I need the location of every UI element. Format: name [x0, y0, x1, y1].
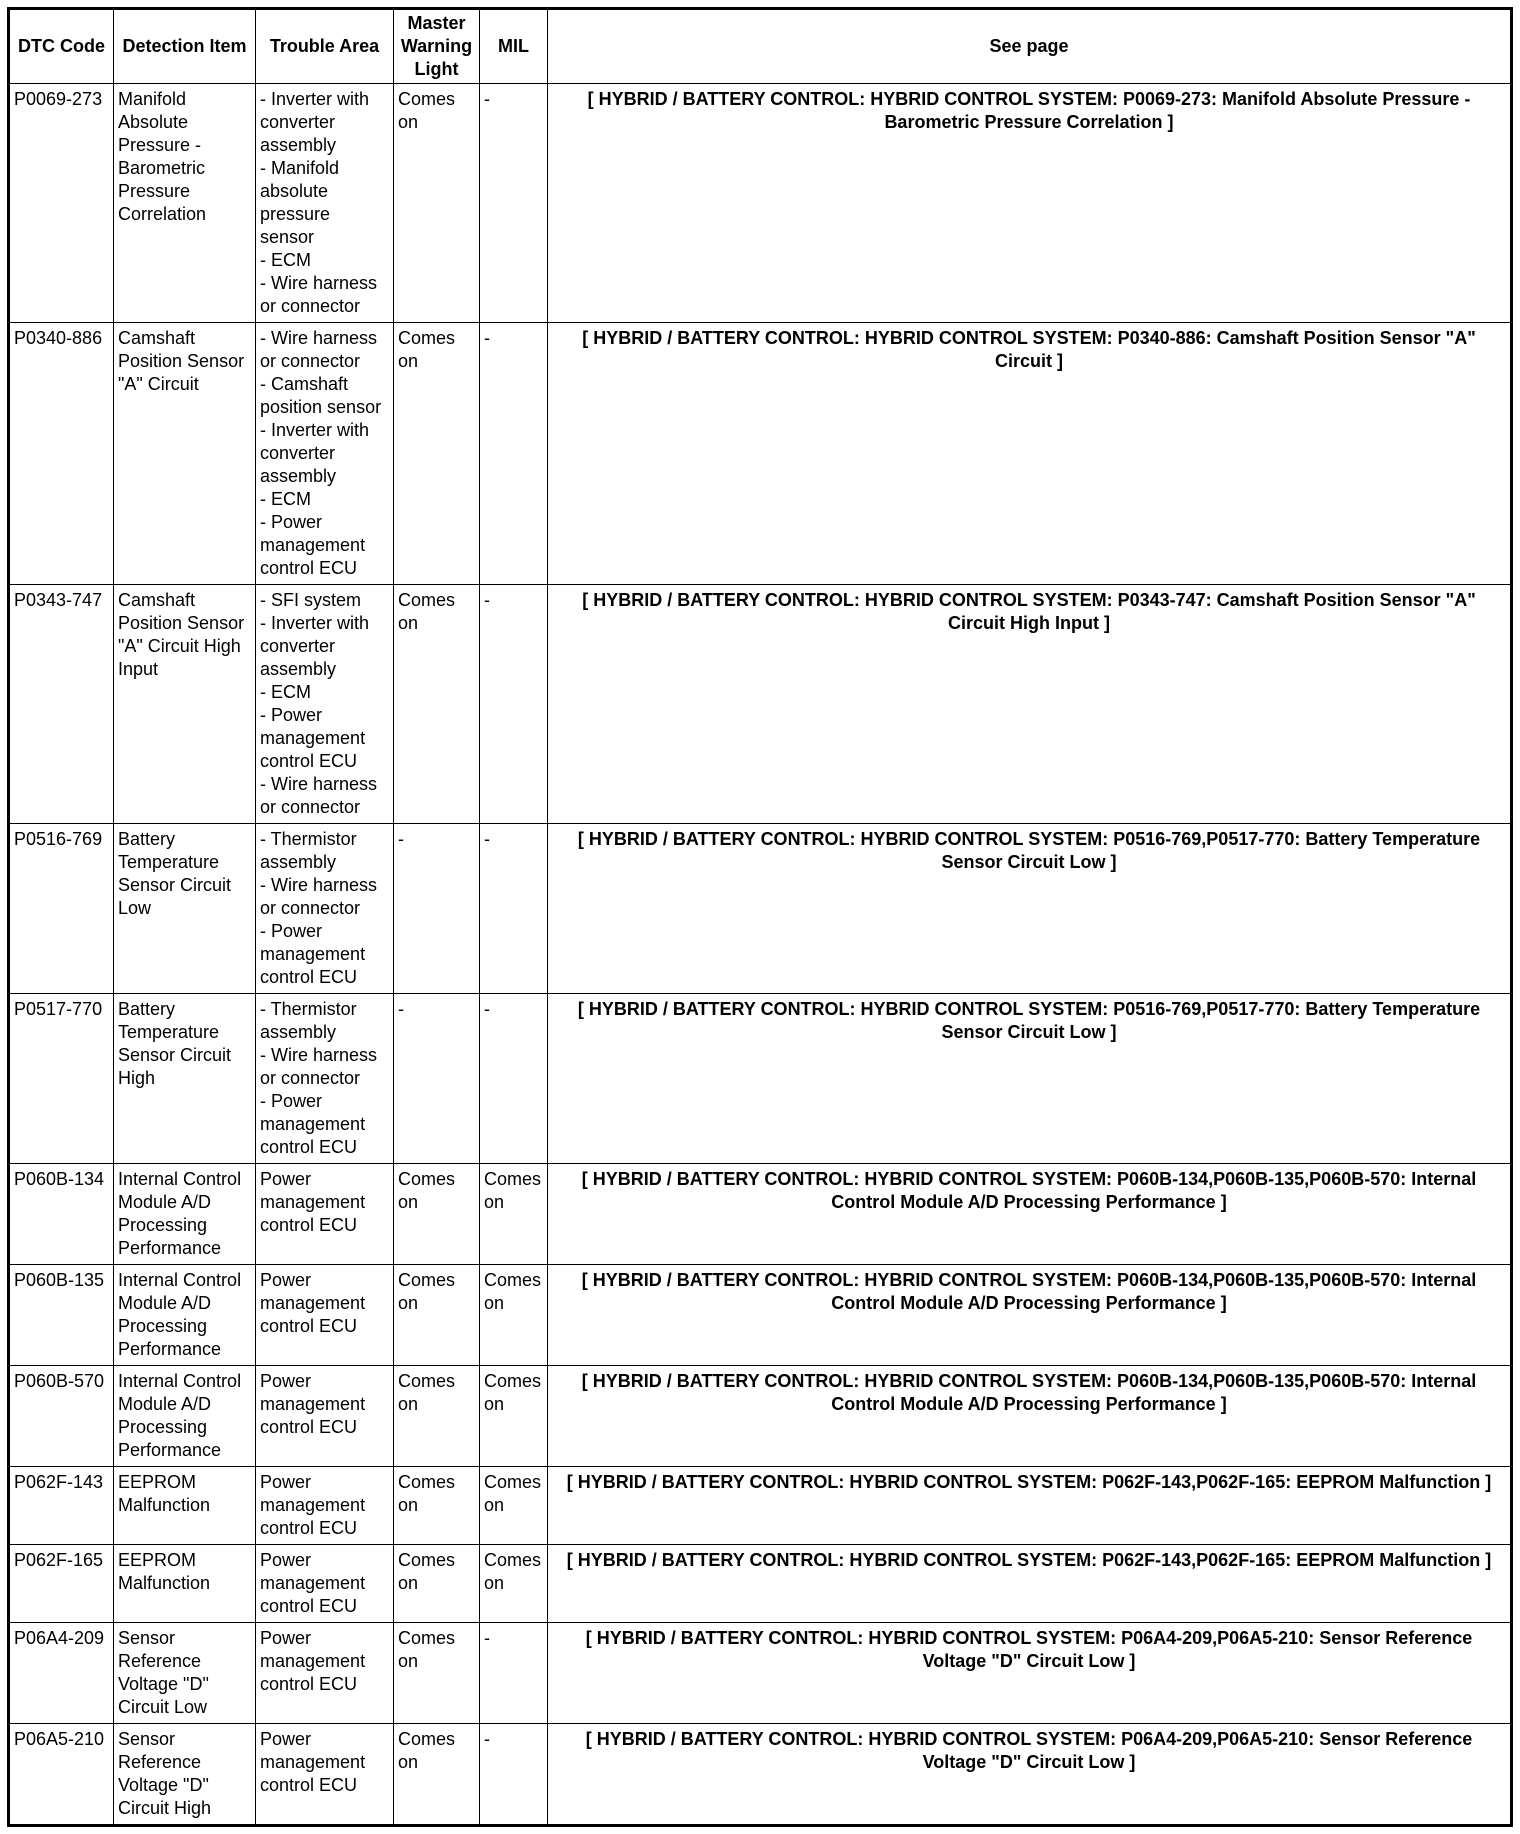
see-page-link[interactable]: [ HYBRID / BATTERY CONTROL: HYBRID CONTROL SYSTEM: P060B-134,P060B-135,P060B-570: Internal Control Module A/D Processing Performance ] [548, 1366, 1512, 1467]
trouble-area-cell [256, 1623, 394, 1724]
header-detection-item: Detection Item [114, 9, 256, 84]
table-row [9, 323, 1512, 585]
mil-cell: - [480, 323, 548, 585]
trouble-area-entry: - ECM [260, 489, 311, 509]
header-mil: MIL [480, 9, 548, 84]
trouble-area-entry: - Inverter with converter assembly [260, 420, 370, 486]
see-page-link[interactable]: [ HYBRID / BATTERY CONTROL: HYBRID CONTROL SYSTEM: P0340-886: Camshaft Position Sensor "A" Circuit ] [548, 323, 1512, 585]
detection-item-cell: EEPROM Malfunction [114, 1467, 256, 1545]
trouble-area-entry: - Thermistor assembly [260, 829, 357, 872]
mil-cell: - [480, 84, 548, 323]
table-header [9, 9, 1512, 84]
trouble-area-cell [256, 1164, 394, 1265]
trouble-area-cell [256, 824, 394, 994]
table-row [9, 1467, 1512, 1545]
dtc-code-cell: P0516-769 [9, 824, 114, 994]
mil-cell: Comes on [480, 1467, 548, 1545]
dtc-code-cell: P0340-886 [9, 323, 114, 585]
trouble-area-entry: - ECM [260, 250, 311, 270]
see-page-link[interactable]: [ HYBRID / BATTERY CONTROL: HYBRID CONTROL SYSTEM: P0343-747: Camshaft Position Sensor "A" Circuit High Input ] [548, 585, 1512, 824]
master-warning-light-cell: Comes on [394, 1623, 480, 1724]
mil-cell: - [480, 1623, 548, 1724]
trouble-area-cell [256, 1366, 394, 1467]
master-warning-light-cell: Comes on [394, 1545, 480, 1623]
table-row [9, 1265, 1512, 1366]
trouble-area-cell [256, 1724, 394, 1826]
see-page-link[interactable]: [ HYBRID / BATTERY CONTROL: HYBRID CONTROL SYSTEM: P0516-769,P0517-770: Battery Temperature Sensor Circuit Low ] [548, 994, 1512, 1164]
mil-cell: Comes on [480, 1164, 548, 1265]
detection-item-cell: Internal Control Module A/D Processing Performance [114, 1164, 256, 1265]
master-warning-light-cell: - [394, 824, 480, 994]
dtc-code-cell: P06A5-210 [9, 1724, 114, 1826]
trouble-area-entry: Power management control ECU [260, 1371, 366, 1437]
trouble-area-cell [256, 1265, 394, 1366]
master-warning-light-cell: Comes on [394, 1724, 480, 1826]
see-page-link[interactable]: [ HYBRID / BATTERY CONTROL: HYBRID CONTROL SYSTEM: P06A4-209,P06A5-210: Sensor Reference Voltage "D" Circuit Low ] [548, 1724, 1512, 1826]
table-row [9, 994, 1512, 1164]
table-row [9, 1366, 1512, 1467]
trouble-area-cell [256, 84, 394, 323]
dtc-code-cell: P060B-134 [9, 1164, 114, 1265]
detection-item-cell: Sensor Reference Voltage "D" Circuit High [114, 1724, 256, 1826]
table-row [9, 1724, 1512, 1826]
master-warning-light-cell: Comes on [394, 1467, 480, 1545]
dtc-code-cell: P062F-165 [9, 1545, 114, 1623]
trouble-area-cell [256, 1467, 394, 1545]
table-row [9, 1545, 1512, 1623]
see-page-link[interactable]: [ HYBRID / BATTERY CONTROL: HYBRID CONTROL SYSTEM: P06A4-209,P06A5-210: Sensor Reference Voltage "D" Circuit Low ] [548, 1623, 1512, 1724]
see-page-link[interactable]: [ HYBRID / BATTERY CONTROL: HYBRID CONTROL SYSTEM: P0516-769,P0517-770: Battery Temperature Sensor Circuit Low ] [548, 824, 1512, 994]
trouble-area-entry: - Wire harness or connector [260, 328, 378, 371]
detection-item-cell: Sensor Reference Voltage "D" Circuit Low [114, 1623, 256, 1724]
trouble-area-entry: - Thermistor assembly [260, 999, 357, 1042]
header-dtc-code: DTC Code [9, 9, 114, 84]
see-page-link[interactable]: [ HYBRID / BATTERY CONTROL: HYBRID CONTROL SYSTEM: P060B-134,P060B-135,P060B-570: Internal Control Module A/D Processing Performance ] [548, 1265, 1512, 1366]
trouble-area-entry: - Inverter with converter assembly [260, 89, 370, 155]
trouble-area-cell [256, 1545, 394, 1623]
trouble-area-entry: - SFI system [260, 590, 362, 610]
trouble-area-entry: - Power management control ECU [260, 1091, 366, 1157]
trouble-area-entry: Power management control ECU [260, 1169, 366, 1235]
trouble-area-cell [256, 323, 394, 585]
mil-cell: - [480, 1724, 548, 1826]
dtc-code-cell: P0343-747 [9, 585, 114, 824]
trouble-area-entry: - Power management control ECU [260, 705, 366, 771]
detection-item-cell: Manifold Absolute Pressure - Barometric Pressure Correlation [114, 84, 256, 323]
trouble-area-cell [256, 994, 394, 1164]
master-warning-light-cell: Comes on [394, 1366, 480, 1467]
trouble-area-entry: - Wire harness or connector [260, 1045, 378, 1088]
detection-item-cell: Battery Temperature Sensor Circuit High [114, 994, 256, 1164]
trouble-area-entry: Power management control ECU [260, 1729, 366, 1795]
detection-item-cell: EEPROM Malfunction [114, 1545, 256, 1623]
mil-cell: Comes on [480, 1265, 548, 1366]
trouble-area-entry: Power management control ECU [260, 1472, 366, 1538]
master-warning-light-cell: Comes on [394, 1265, 480, 1366]
mil-cell: - [480, 824, 548, 994]
trouble-area-entry: - Power management control ECU [260, 921, 366, 987]
trouble-area-entry: Power management control ECU [260, 1628, 366, 1694]
detection-item-cell: Camshaft Position Sensor "A" Circuit [114, 323, 256, 585]
header-row [9, 9, 1512, 84]
master-warning-light-cell: Comes on [394, 84, 480, 323]
dtc-code-cell: P0069-273 [9, 84, 114, 323]
see-page-link[interactable]: [ HYBRID / BATTERY CONTROL: HYBRID CONTROL SYSTEM: P060B-134,P060B-135,P060B-570: Internal Control Module A/D Processing Performance ] [548, 1164, 1512, 1265]
table-row [9, 824, 1512, 994]
table-row [9, 585, 1512, 824]
header-trouble-area: Trouble Area [256, 9, 394, 84]
header-see-page: See page [548, 9, 1512, 84]
trouble-area-entry: Power management control ECU [260, 1550, 366, 1616]
trouble-area-entry: - Wire harness or connector [260, 273, 378, 316]
mil-cell: Comes on [480, 1545, 548, 1623]
table-row [9, 1164, 1512, 1265]
trouble-area-entry: - Wire harness or connector [260, 774, 378, 817]
dtc-code-cell: P062F-143 [9, 1467, 114, 1545]
see-page-link[interactable]: [ HYBRID / BATTERY CONTROL: HYBRID CONTROL SYSTEM: P062F-143,P062F-165: EEPROM Malfunction ] [548, 1467, 1512, 1545]
trouble-area-cell [256, 585, 394, 824]
mil-cell: Comes on [480, 1366, 548, 1467]
trouble-area-entry: - Camshaft position sensor [260, 374, 382, 417]
detection-item-cell: Battery Temperature Sensor Circuit Low [114, 824, 256, 994]
trouble-area-entry: - Inverter with converter assembly [260, 613, 370, 679]
header-master-warning-light: Master Warning Light [394, 9, 480, 84]
master-warning-light-cell: Comes on [394, 323, 480, 585]
trouble-area-entry: - Manifold absolute pressure sensor [260, 158, 340, 247]
trouble-area-entry: Power management control ECU [260, 1270, 366, 1336]
master-warning-light-cell: - [394, 994, 480, 1164]
master-warning-light-cell: Comes on [394, 585, 480, 824]
detection-item-cell: Internal Control Module A/D Processing Performance [114, 1265, 256, 1366]
dtc-table [7, 7, 1513, 1827]
dtc-code-cell: P0517-770 [9, 994, 114, 1164]
see-page-link[interactable]: [ HYBRID / BATTERY CONTROL: HYBRID CONTROL SYSTEM: P0069-273: Manifold Absolute Pressure - Barometric Pressure Correlation ] [548, 84, 1512, 323]
mil-cell: - [480, 585, 548, 824]
table-body [9, 84, 1512, 1826]
dtc-code-cell: P06A4-209 [9, 1623, 114, 1724]
table-row [9, 1623, 1512, 1724]
dtc-code-cell: P060B-135 [9, 1265, 114, 1366]
table-row [9, 84, 1512, 323]
see-page-link[interactable]: [ HYBRID / BATTERY CONTROL: HYBRID CONTROL SYSTEM: P062F-143,P062F-165: EEPROM Malfunction ] [548, 1545, 1512, 1623]
master-warning-light-cell: Comes on [394, 1164, 480, 1265]
dtc-code-cell: P060B-570 [9, 1366, 114, 1467]
trouble-area-entry: - Power management control ECU [260, 512, 366, 578]
detection-item-cell: Camshaft Position Sensor "A" Circuit High Input [114, 585, 256, 824]
trouble-area-entry: - Wire harness or connector [260, 875, 378, 918]
mil-cell: - [480, 994, 548, 1164]
detection-item-cell: Internal Control Module A/D Processing Performance [114, 1366, 256, 1467]
trouble-area-entry: - ECM [260, 682, 311, 702]
